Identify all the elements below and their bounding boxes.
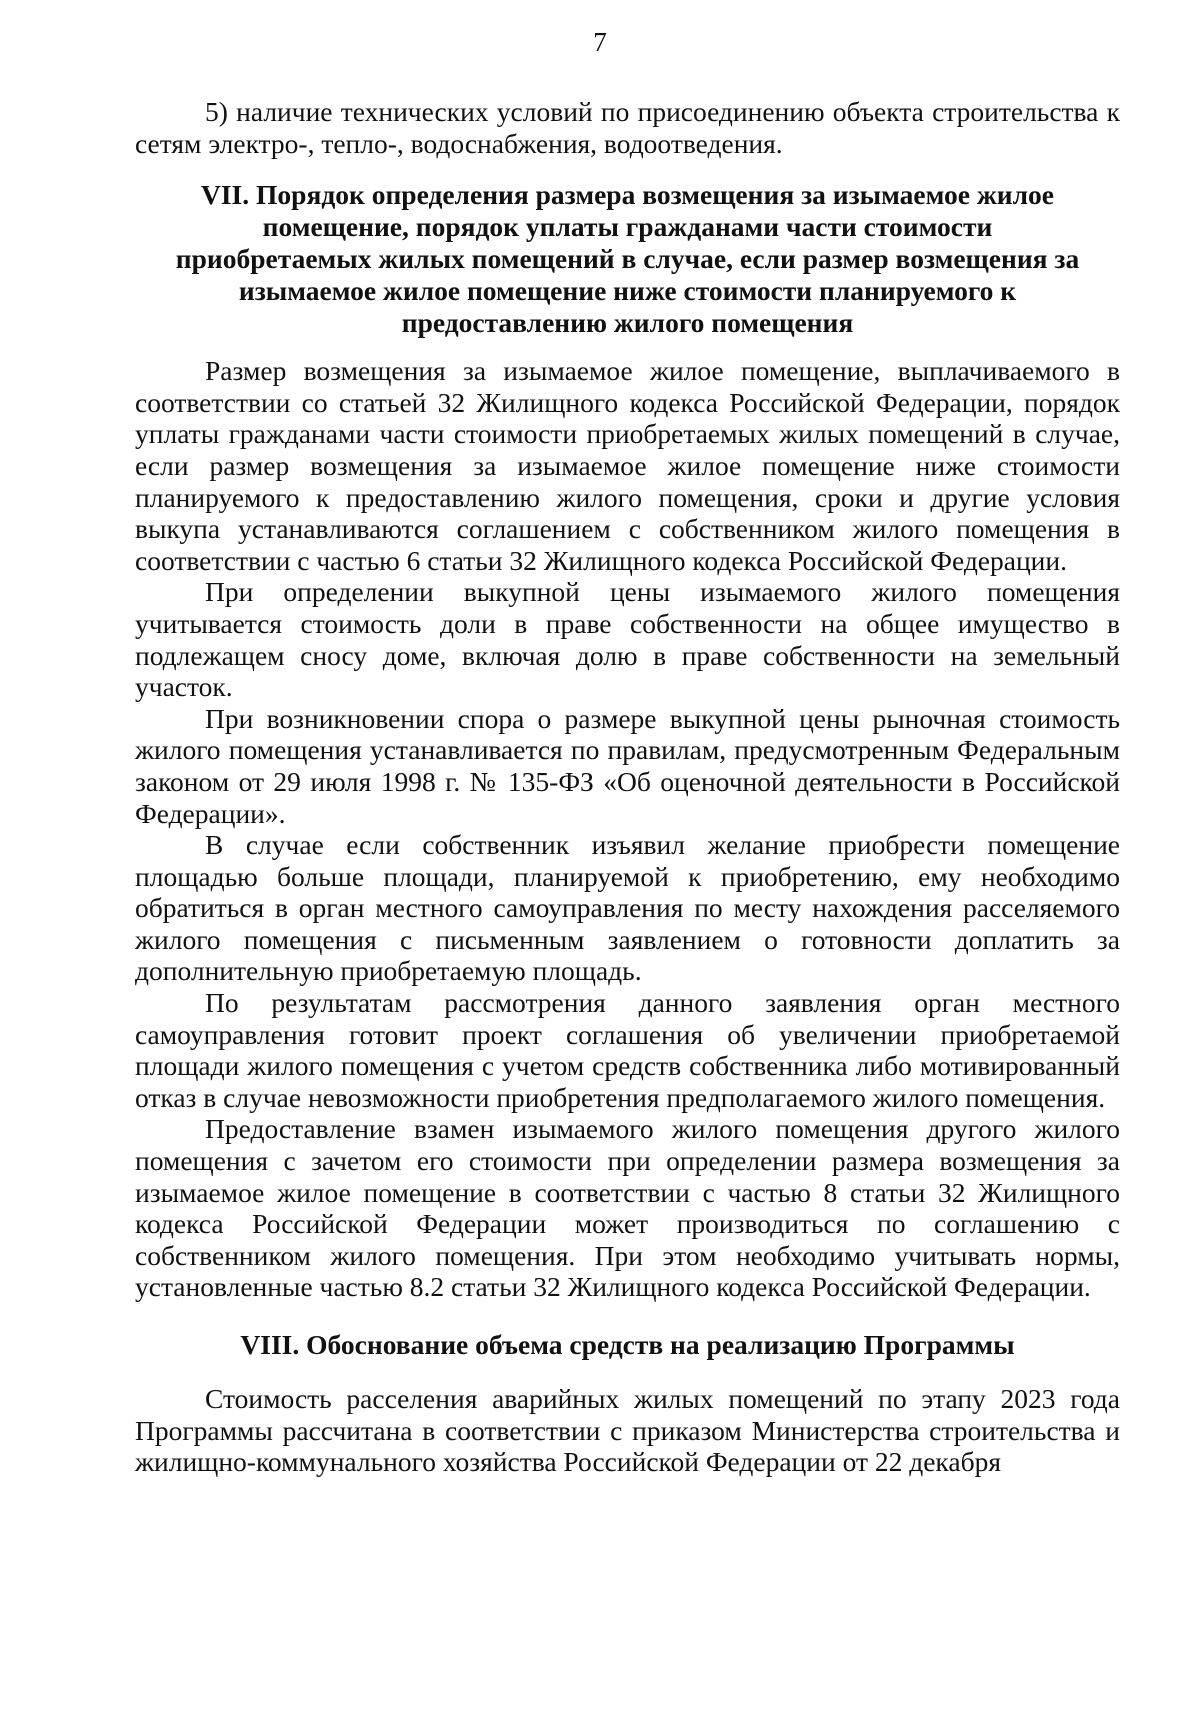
section-7-paragraph-3: При возникновении спора о размере выкупной цены рыночная стоимость жилого помещения устанавливается по правилам, предусмотренным Федеральным законом от 29 июля 1998 г. № 135-ФЗ «Об оценочной деятельности в Российской Федерации». (135, 702, 1120, 829)
list-item-5: 5) наличие технических условий по присоединению объекта строительства к сетям электро-, тепло-, водоснабжения, водоотведения. (135, 96, 1120, 159)
section-7-paragraph-5: По результатам рассмотрения данного заявления орган местного самоуправления готовит проект соглашения об увеличении приобретаемой площади жилого помещения с учетом средств собственника либо мотивированный отказ в случае невозможности приобретения предполагаемого жилого помещения. (135, 987, 1120, 1113)
section-7-paragraph-2: При определении выкупной цены изымаемого жилого помещения учитывается стоимость доли в праве собственности на общее имущество в подлежащем сносу доме, включая долю в праве собственности на земельный участок. (135, 576, 1120, 703)
section-7-paragraph-1: Размер возмещения за изымаемое жилое помещение, выплачиваемого в соответствии со статьей 32 Жилищного кодекса Российской Федерации, порядок уплаты гражданами части стоимости приобретаемых жилых помещений в случае, если размер возмещения за изымаемое жилое помещение ниже стоимости планируемого к предоставлению жилого помещения, сроки и другие условия выкупа устанавливаются соглашением с собственником жилого помещения в соответствии с частью 6 статьи 32 Жилищного кодекса Российской Федерации. (135, 355, 1120, 576)
page-number: 7 (593, 27, 607, 57)
section-8-heading: VIII. Обоснование объема средств на реализацию Программы (240, 1329, 1015, 1360)
document-body (135, 96, 1120, 1478)
section-7-paragraph-4: В случае если собственник изъявил желание приобрести помещение площадью больше площади, планируемой к приобретению, ему необходимо обратиться в орган местного самоуправления по месту нахождения расселяемого жилого помещения с письменным заявлением о готовности доплатить за дополнительную приобретаемую площадь. (135, 829, 1120, 987)
section-8-paragraph-1: Стоимость расселения аварийных жилых помещений по этапу 2023 года Программы рассчитана в соответствии с приказом Министерства строительства и жилищно-коммунального хозяйства Российской Федерации от 22 декабря (135, 1383, 1120, 1478)
section-7-heading: VII. Порядок определения размера возмещения за изымаемое жилое помещение, порядок уплаты гражданами части стоимости приобретаемых жилых помещений в случае, если размер возмещения за изымаемое жилое помещение ниже стоимости планируемого к предоставлению жилого помещения (175, 179, 1080, 339)
section-7-paragraph-6: Предоставление взамен изымаемого жилого помещения другого жилого помещения с зачетом его стоимости при определении размера возмещения за изымаемое жилое помещение в соответствии с частью 8 статьи 32 Жилищного кодекса Российской Федерации может производиться по соглашению с собственником жилого помещения. При этом необходимо учитывать нормы, установленные частью 8.2 статьи 32 Жилищного кодекса Российской Федерации. (135, 1113, 1120, 1303)
